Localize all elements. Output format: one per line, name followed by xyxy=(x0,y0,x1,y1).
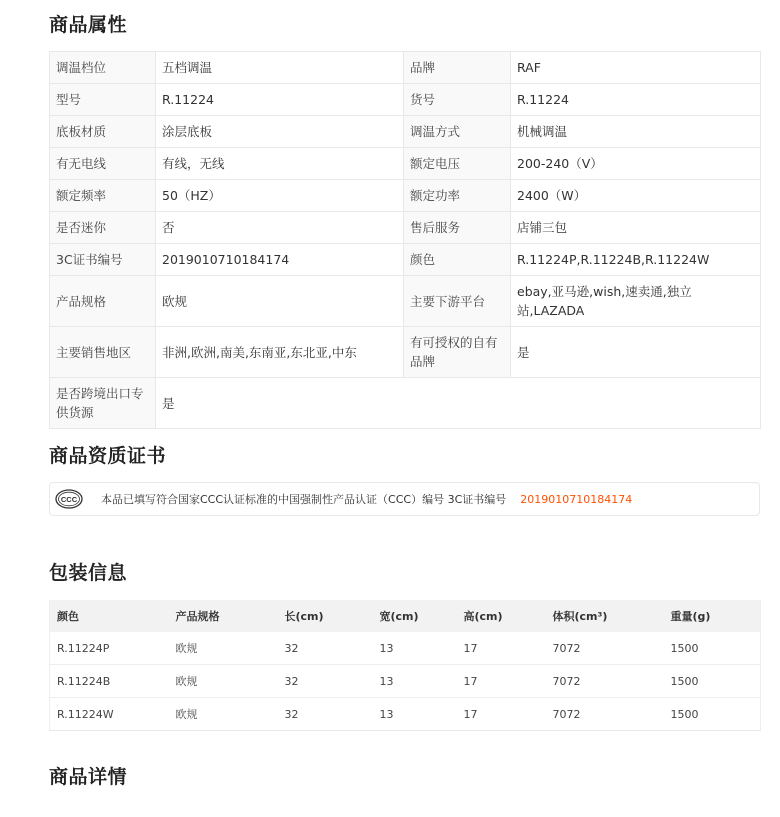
attribute-key: 产品规格 xyxy=(50,276,156,327)
attribute-row xyxy=(50,378,761,429)
attribute-value: R.11224 xyxy=(156,84,404,116)
table-cell: 17 xyxy=(457,698,546,731)
attribute-key: 是否跨境出口专供货源 xyxy=(50,378,156,429)
attribute-key: 额定电压 xyxy=(404,148,511,180)
certificate-number: 2019010710184174 xyxy=(520,492,633,506)
attribute-key: 主要销售地区 xyxy=(50,327,156,378)
attribute-value: 50（HZ） xyxy=(156,180,404,212)
table-cell: 32 xyxy=(278,632,373,665)
attribute-value: 机械调温 xyxy=(511,116,761,148)
column-header: 高(cm) xyxy=(457,600,546,632)
attribute-key: 调温方式 xyxy=(404,116,511,148)
attribute-key: 有无电线 xyxy=(50,148,156,180)
attribute-value: 是 xyxy=(511,327,761,378)
column-header: 颜色 xyxy=(50,600,169,632)
attribute-key: 底板材质 xyxy=(50,116,156,148)
attribute-row xyxy=(50,116,761,148)
attribute-value: 2400（W） xyxy=(511,180,761,212)
attribute-row xyxy=(50,180,761,212)
column-header: 重量(g) xyxy=(664,600,761,632)
table-cell: 欧规 xyxy=(169,698,278,731)
table-cell: 7072 xyxy=(546,698,664,731)
attribute-value: 店铺三包 xyxy=(511,212,761,244)
attribute-key: 颜色 xyxy=(404,244,511,276)
svg-text:CCC: CCC xyxy=(60,495,78,504)
table-cell: 17 xyxy=(457,632,546,665)
table-row xyxy=(50,632,761,665)
packaging-title: 包装信息 xyxy=(49,562,128,584)
certificate-text: 本品已填写符合国家CCC认证标准的中国强制性产品认证（CCC）编号 3C证书编号 xyxy=(101,493,507,506)
attribute-value: 涂层底板 xyxy=(156,116,404,148)
table-cell: R.11224P xyxy=(50,632,169,665)
table-cell: 32 xyxy=(278,698,373,731)
attribute-key: 主要下游平台 xyxy=(404,276,511,327)
table-row xyxy=(50,665,761,698)
attribute-key: 型号 xyxy=(50,84,156,116)
table-cell: 32 xyxy=(278,665,373,698)
attribute-key: 额定频率 xyxy=(50,180,156,212)
attribute-key: 品牌 xyxy=(404,52,511,84)
attribute-value: 200-240（V） xyxy=(511,148,761,180)
attribute-key: 是否迷你 xyxy=(50,212,156,244)
attribute-value: 2019010710184174 xyxy=(156,244,404,276)
table-cell: R.11224B xyxy=(50,665,169,698)
column-header: 体积(cm³) xyxy=(546,600,664,632)
attribute-value: 是 xyxy=(156,378,761,429)
attribute-row xyxy=(50,212,761,244)
table-cell: 13 xyxy=(373,698,457,731)
table-cell: 13 xyxy=(373,632,457,665)
attributes-title: 商品属性 xyxy=(49,14,128,36)
attribute-key: 额定功率 xyxy=(404,180,511,212)
attribute-value: R.11224P,R.11224B,R.11224W xyxy=(511,244,761,276)
attribute-value: R.11224 xyxy=(511,84,761,116)
attribute-key: 有可授权的自有品牌 xyxy=(404,327,511,378)
certificate-box xyxy=(49,482,760,516)
table-cell: 1500 xyxy=(664,632,761,665)
attributes-table xyxy=(49,51,761,429)
certificate-title: 商品资质证书 xyxy=(49,445,167,467)
table-row xyxy=(50,698,761,731)
attribute-value: 非洲,欧洲,南美,东南亚,东北亚,中东 xyxy=(156,327,404,378)
packaging-header-row xyxy=(50,600,761,632)
column-header: 长(cm) xyxy=(278,600,373,632)
attribute-value: 有线，无线 xyxy=(156,148,404,180)
table-cell: 7072 xyxy=(546,632,664,665)
packaging-table xyxy=(49,600,761,731)
attribute-row xyxy=(50,52,761,84)
table-cell: 1500 xyxy=(664,698,761,731)
table-cell: 7072 xyxy=(546,665,664,698)
attribute-row xyxy=(50,327,761,378)
attribute-key: 售后服务 xyxy=(404,212,511,244)
attribute-value: 五档调温 xyxy=(156,52,404,84)
attribute-row xyxy=(50,276,761,327)
table-cell: 欧规 xyxy=(169,665,278,698)
attribute-row xyxy=(50,84,761,116)
table-cell: 欧规 xyxy=(169,632,278,665)
ccc-icon xyxy=(55,489,83,509)
details-title: 商品详情 xyxy=(49,766,128,788)
attribute-row xyxy=(50,244,761,276)
table-cell: R.11224W xyxy=(50,698,169,731)
table-cell: 13 xyxy=(373,665,457,698)
column-header: 宽(cm) xyxy=(373,600,457,632)
table-cell: 1500 xyxy=(664,665,761,698)
column-header: 产品规格 xyxy=(169,600,278,632)
attribute-value: ebay,亚马逊,wish,速卖通,独立站,LAZADA xyxy=(511,276,761,327)
attribute-key: 调温档位 xyxy=(50,52,156,84)
attribute-value: 欧规 xyxy=(156,276,404,327)
attribute-key: 货号 xyxy=(404,84,511,116)
attribute-value: 否 xyxy=(156,212,404,244)
attribute-row xyxy=(50,148,761,180)
attribute-key: 3C证书编号 xyxy=(50,244,156,276)
attribute-value: RAF xyxy=(511,52,761,84)
table-cell: 17 xyxy=(457,665,546,698)
